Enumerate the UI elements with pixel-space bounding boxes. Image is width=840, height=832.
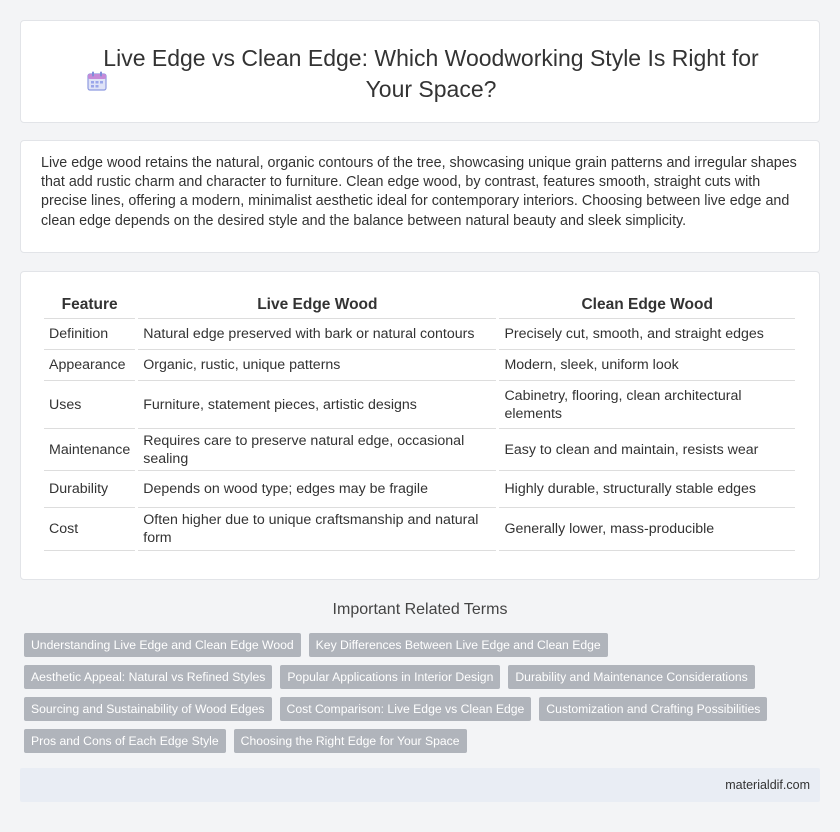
live-edge-cell: Requires care to preserve natural edge, occasional sealing	[138, 429, 496, 471]
page-title: Live Edge vs Clean Edge: Which Woodworking Style Is Right for Your Space?	[103, 45, 759, 102]
related-tag[interactable]: Customization and Crafting Possibilities	[539, 697, 767, 721]
table-row	[44, 381, 795, 429]
related-terms-title: Important Related Terms	[332, 601, 508, 618]
related-tag[interactable]: Understanding Live Edge and Clean Edge Wood	[24, 633, 301, 657]
feature-cell: Durability	[44, 471, 135, 508]
comparison-table	[41, 289, 798, 551]
related-tag[interactable]: Durability and Maintenance Considerations	[508, 665, 754, 689]
related-tag[interactable]: Popular Applications in Interior Design	[280, 665, 500, 689]
clean-edge-cell: Generally lower, mass-producible	[499, 508, 795, 551]
comparison-table-card	[20, 271, 820, 580]
clean-edge-cell: Precisely cut, smooth, and straight edges	[499, 319, 795, 350]
live-edge-cell: Often higher due to unique craftsmanship and natural form	[138, 508, 496, 551]
header-card	[20, 20, 820, 123]
table-row	[44, 508, 795, 551]
related-tag[interactable]: Choosing the Right Edge for Your Space	[234, 729, 467, 753]
table-header-row	[44, 289, 795, 319]
related-tag[interactable]: Aesthetic Appeal: Natural vs Refined Styles	[24, 665, 272, 689]
table-row	[44, 429, 795, 471]
feature-cell: Definition	[44, 319, 135, 350]
table-row	[44, 350, 795, 381]
feature-cell: Cost	[44, 508, 135, 551]
related-tag[interactable]: Sourcing and Sustainability of Wood Edges	[24, 697, 272, 721]
intro-card	[20, 140, 820, 253]
live-edge-cell: Depends on wood type; edges may be fragile	[138, 471, 496, 508]
related-tag[interactable]: Pros and Cons of Each Edge Style	[24, 729, 226, 753]
feature-cell: Uses	[44, 381, 135, 429]
live-edge-cell: Furniture, statement pieces, artistic designs	[138, 381, 496, 429]
footer-site-link[interactable]: materialdif.com	[725, 778, 810, 792]
tag-row	[24, 729, 824, 753]
clean-edge-cell: Highly durable, structurally stable edges	[499, 471, 795, 508]
table-row	[44, 319, 795, 350]
related-tag[interactable]: Key Differences Between Live Edge and Clean Edge	[309, 633, 608, 657]
related-tag[interactable]: Cost Comparison: Live Edge vs Clean Edge	[280, 697, 532, 721]
footer	[20, 768, 820, 802]
feature-cell: Maintenance	[44, 429, 135, 471]
header-feature: Feature	[44, 289, 135, 319]
live-edge-cell: Natural edge preserved with bark or natural contours	[138, 319, 496, 350]
clean-edge-cell: Modern, sleek, uniform look	[499, 350, 795, 381]
header-live-edge: Live Edge Wood	[138, 289, 496, 319]
header-clean-edge: Clean Edge Wood	[499, 289, 795, 319]
tag-row	[24, 697, 824, 721]
tag-row	[24, 633, 824, 657]
live-edge-cell: Organic, rustic, unique patterns	[138, 350, 496, 381]
related-terms-tags	[24, 633, 824, 761]
tag-row	[24, 665, 824, 689]
clean-edge-cell: Cabinetry, flooring, clean architectural elements	[499, 381, 795, 429]
clean-edge-cell: Easy to clean and maintain, resists wear	[499, 429, 795, 471]
table-row	[44, 471, 795, 508]
feature-cell: Appearance	[44, 350, 135, 381]
intro-paragraph: Live edge wood retains the natural, organic contours of the tree, showcasing unique grain patterns and irregular shapes that add rustic charm and character to furniture. Clean edge wood, by contrast, features smooth, straight cuts with precise lines, offering a modern, minimalist aesthetic ideal for contemporary interiors. Choosing between live edge and clean edge depends on the desired style and the balance between natural beauty and sleek simplicity.	[41, 155, 797, 229]
